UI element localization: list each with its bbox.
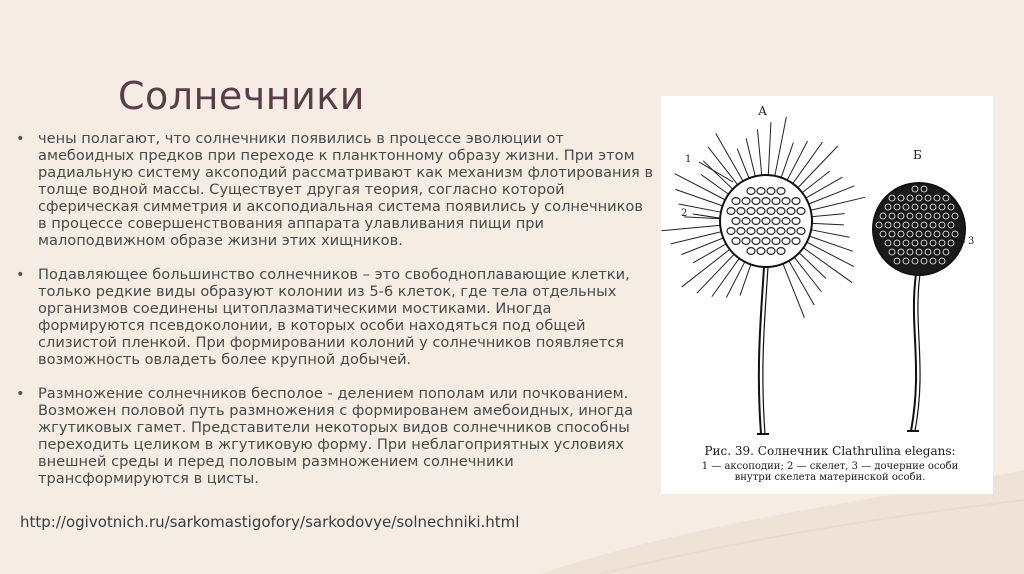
slide-title: Солнечники — [118, 74, 365, 118]
bullet-text: Размножение солнечников бесполое - делением пополам или почкованием. Возможен половой путь размножения с формированем амебоидных, иногда жгутиковых гамет. Представители некоторых видов солнечников способны переходить целиком в жгутиковую форму. При неблагоприятных условиях внешней среды и перед половым размножением солнечники трансформируются в цисты. — [38, 385, 634, 487]
bullet-item — [16, 130, 656, 249]
bullet-item — [16, 266, 656, 368]
bullet-text: чены полагают, что солнечники появились в процессе эволюции от амебоидных предков при переходе к планктонному образу жизни. При этом радиальную систему аксоподий рассматривают как механизм флотирования в толще водной массы. Существует другая теория, согласно которой сферическая симметрия и аксоподиальная система появились у солнечников в процессе совершенствования аппарата улавливания пищи при малоподвижном образе жизни этих хищников. — [38, 130, 654, 249]
source-link[interactable]: http://ogivotnich.ru/sarkomastigofory/sarkodovye/solnechniki.html — [20, 513, 520, 531]
figure-num-1: 1 — [685, 154, 692, 165]
figure-caption — [675, 444, 985, 483]
heliozoan-illustration — [661, 96, 993, 441]
skeleton-b — [873, 183, 965, 275]
figure-num-2: 2 — [681, 208, 688, 219]
caption-line: 1 — аксоподии; 2 — скелет, 3 — дочерние особи — [701, 461, 959, 472]
figure-label-a: А — [758, 104, 768, 118]
stalk-b — [911, 274, 916, 431]
figure-num-3: 3 — [968, 236, 975, 247]
bullet-dot-icon: • — [16, 266, 25, 283]
figure-panel — [661, 96, 993, 494]
caption-line: внутри скелета материнской особи. — [734, 472, 926, 483]
bullet-dot-icon: • — [16, 130, 25, 147]
caption-title: Рис. 39. Солнечник Clathrulina elegans: — [704, 444, 956, 458]
bullet-item — [16, 385, 656, 487]
bullet-dot-icon: • — [16, 385, 25, 402]
slide-body — [16, 130, 656, 504]
figure-label-b: Б — [913, 148, 922, 162]
bullet-text: Подавляющее большинство солнечников – это свободноплавающие клетки, только редкие виды образуют колонии из 5-6 клеток, где тела отдельных организмов соединены цитоплазматическими мостиками. Иногда формируются псевдоколонии, в которых особи находяться под общей слизистой пленкой. При формировании колоний у солнечников появляется возможность овладеть более крупной добычей. — [38, 266, 630, 368]
